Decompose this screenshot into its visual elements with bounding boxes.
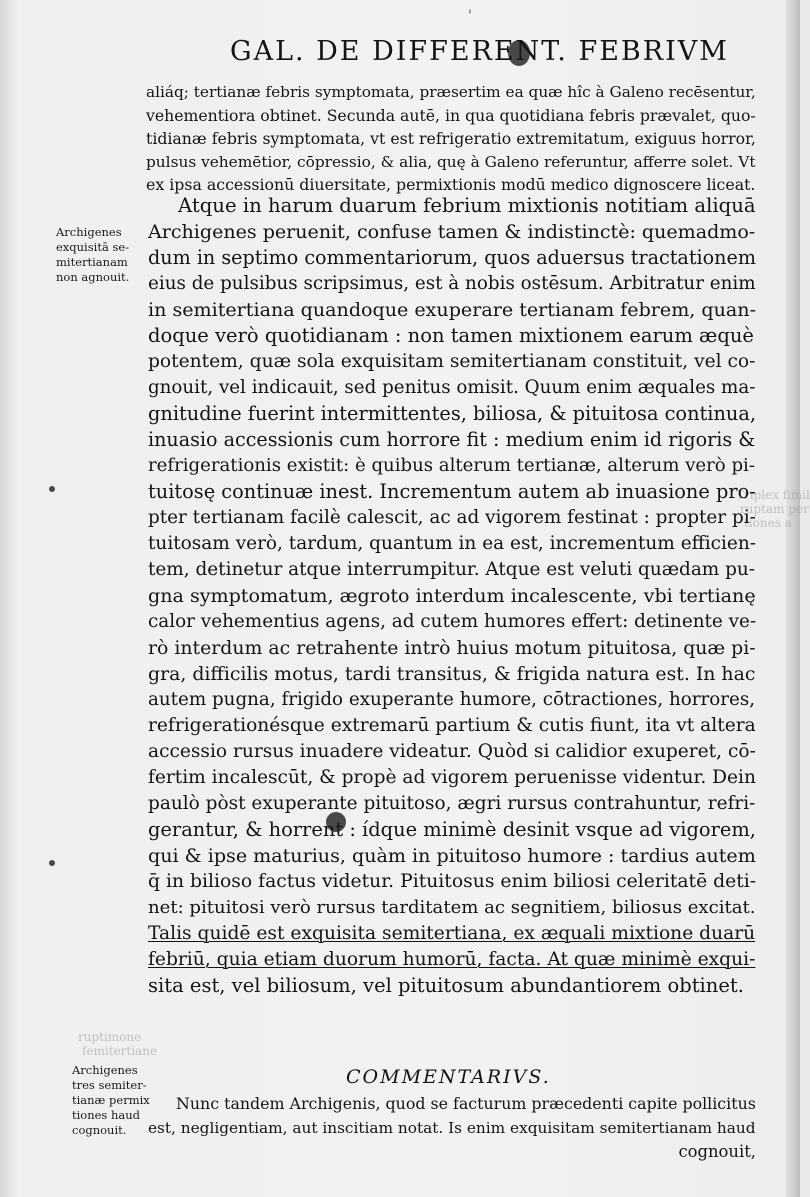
text-line: gna symptomatum, ægroto interdum incalescente, vbi tertianę [148,584,756,607]
text-line: gnitudine fuerint intermittentes, biliosa, & pituitosa continua, [148,402,757,425]
show-through-text: ruptam per [740,502,809,516]
text-line: refrigerationis existit: è quibus alterum tertianæ, alterum verò pi- [148,455,755,476]
text-line: q̄ in bilioso factus videtur. Pituitosus enim biliosi celeritatē deti- [148,871,757,892]
text-line: sita est, vel biliosum, vel pituitosum abundantiorem obtinet. [148,974,744,997]
section-heading: COMMENTARIVS. [346,1066,551,1088]
text-line: gnouit, vel indicauit, sed penitus omisit. Quum enim æquales ma- [148,377,756,398]
text-line: Atque in harum duarum febrium mixtionis notitiam aliquā [178,194,756,217]
text-line: tuitosę continuæ inest. Incrementum autem ab inuasione pro- [148,480,756,503]
ink-blot [49,486,55,492]
running-header: GAL. DE DIFFERENT. FEBRIVM [230,36,729,67]
text-line: ex ipsa accessionū diuersitate, permixtionis modū medico dignoscere liceat. [146,175,756,194]
show-through-text: Triplex fimil [736,488,810,502]
text-line: cognouit, [678,1142,756,1161]
margin-note [72,1063,162,1138]
text-line: tem, detinetur atque interrumpitur. Atque est veluti quædam pu- [148,559,756,580]
text-line: Archigenes peruenit, confuse tamen & indistinctè: quemadmo- [148,221,756,243]
show-through-text: ruptimone [78,1030,142,1044]
text-line: net: pituitosi verò rursus tarditatem ac segnitiem, biliosus excitat. [148,897,756,918]
text-line-underlined: febriū, quia etiam duorum humorū, facta. At quæ minimè exqui- [148,949,756,970]
text-line: eius de pulsibus scripsimus, est à nobis ostēsum. Arbitratur enim [148,273,756,294]
text-line: fertim incalescūt, & propè ad vigorem peruenisse videntur. Dein [148,767,756,788]
margin-note-line: cognouit. [72,1123,127,1137]
margin-note [56,225,146,285]
margin-note-line: non agnouit. [56,270,130,284]
text-line-underlined: Talis quidē est exquisita semitertiana, ex æquali mixtione duarū [148,923,756,944]
text-line: gra, difficilis motus, tardi transitus, & frigida natura est. In hac [148,663,756,685]
text-line: refrigerationésque extremarū partium & cutis fiunt, ita vt altera [148,715,756,736]
show-through-text: ſemitertiane [82,1044,158,1058]
text-line: dum in septimo commentariorum, quos aduersus tractationem [148,246,756,269]
text-line: qui & ipse maturius, quàm in pituitoso humore : tardius autem [148,844,756,867]
margin-note-line: tiones haud [72,1108,141,1122]
page-mark: ' [468,8,472,24]
text-line: paulò pòst exuperante pituitoso, ægri rursus contrahuntur, refri- [148,793,756,814]
text-line: potentem, quæ sola exquisitam semitertianam constituit, vel co- [148,351,756,372]
ink-blot [49,860,55,866]
text-line: Nunc tandem Archigenis, quod se facturum præcedenti capite pollicitus [176,1094,756,1113]
text-line: tidianæ febris symptomata, vt est refrigeratio extremitatum, exiguus horror, [146,129,756,148]
margin-note-line: Archigenes [56,225,122,239]
text-line: est, negligentiam, aut inscitiam notat. Is enim exquisitam semitertianam haud [148,1119,756,1137]
text-line: gerantur, & horrent : ídque minimè desinit vsque ad vigorem, [148,818,756,841]
margin-note-line: tres semiter- [72,1078,147,1092]
text-line: pulsus vehemētior, cōpressio, & alia, quę à Galeno referuntur, afferre solet. Vt [146,153,756,171]
text-line: in semitertiana quandoque exuperare tertianam febrem, quan- [148,298,757,321]
text-line: tuitosam verò, tardum, quantum in ea est, incrementum efficien- [148,533,757,554]
text-line: doque verò quotidianam : non tamen mixtionem earum æquè [148,324,754,347]
margin-note-line: exquisitā se- [56,240,130,254]
margin-note-line: Archigenes [72,1063,138,1077]
margin-note-line: mitertianam [56,255,128,269]
text-line: accessio rursus inuadere videatur. Quòd si calidior exuperet, cō- [148,741,756,762]
show-through-text: tiones a [744,516,792,530]
text-segment: vehementiora obtinet. Secunda autē, in qua quotidiana febris prævalet, quo- [146,106,756,125]
text-line: inuasio accessionis cum horrore fit : medium enim id rigoris & [148,428,756,451]
text-line: pter tertianam facilè calescit, ac ad vigorem festinat : propter pi- [148,507,756,528]
text-line: rò interdum ac retrahente intrò huius motum pituitosa, quæ pi- [148,637,756,659]
text-line: calor vehementius agens, ad cutem humores effert: detinente ve- [148,611,757,632]
page-edge-shadow [786,0,800,1197]
text-line [146,104,756,128]
text-line: autem pugna, frigido exuperante humore, cōtractiones, horrores, [148,689,756,710]
margin-note-line: tianæ permix [72,1093,150,1107]
text-line: aliáq; tertianæ febris symptomata, præsertim ea quæ hîc à Galeno recēsentur, [146,83,756,101]
